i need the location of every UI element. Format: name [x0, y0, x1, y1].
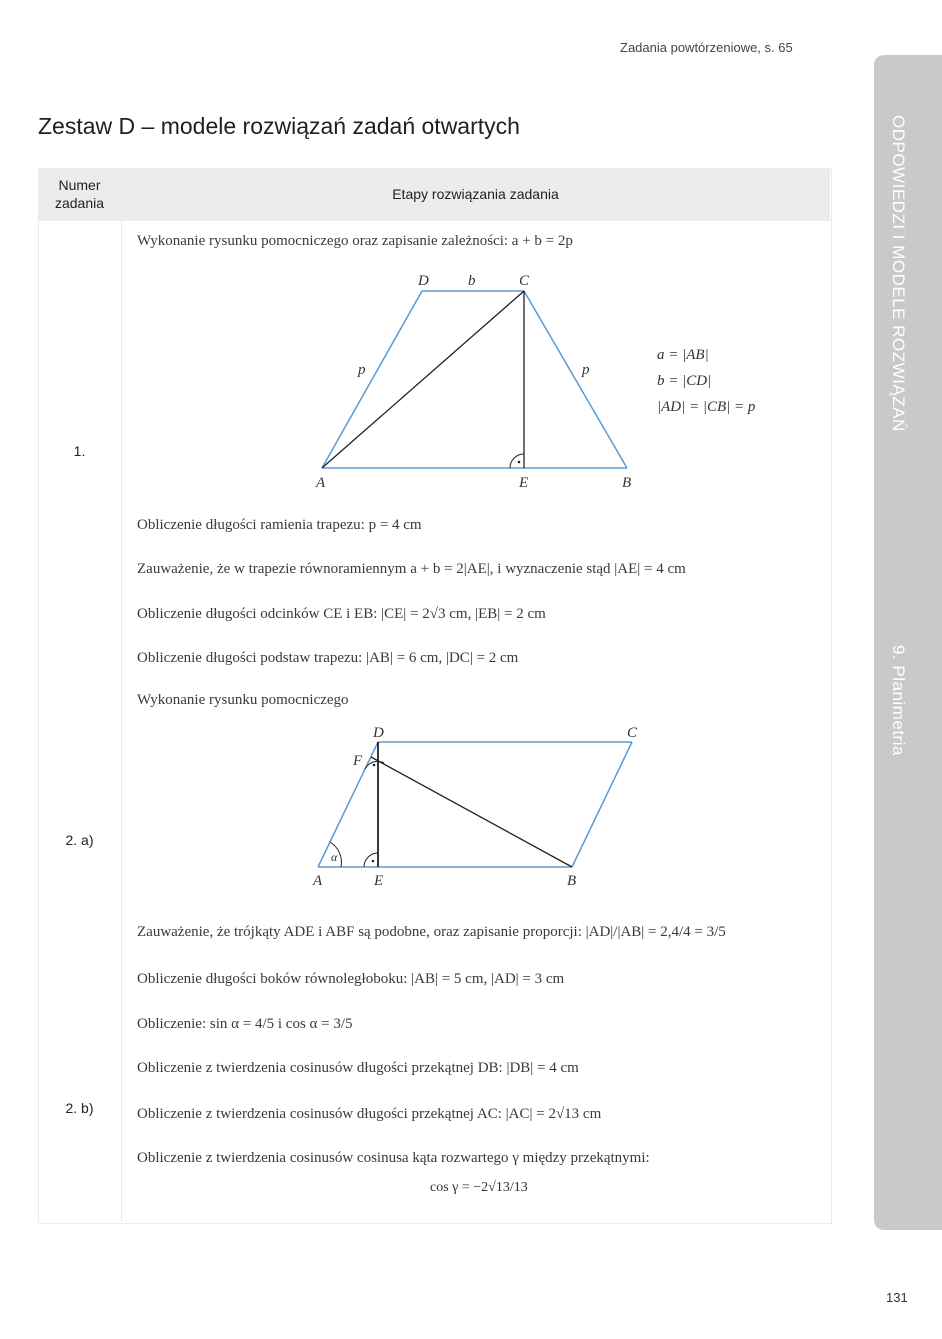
- right-angle-e-dot: [372, 860, 375, 863]
- header-task-number-line1: Numer: [58, 177, 101, 193]
- right-angle-mark: [510, 454, 524, 468]
- task1-step-3: Obliczenie długości odcinków CE i EB: |CE| = 2√3 cm, |EB| = 2 cm: [137, 606, 546, 622]
- task-number-column: [38, 168, 122, 1222]
- label-d: D: [418, 273, 429, 289]
- side-tab-answers-label: ODPOWIEDZI I MODELE ROZWIĄZAŃ: [889, 115, 908, 432]
- relation-a: a = |AB|: [657, 347, 709, 363]
- task2a-step-intro: Wykonanie rysunku pomocniczego: [137, 692, 349, 708]
- task-label-2a: 2. a): [65, 832, 94, 848]
- label-c: C: [627, 725, 638, 741]
- label-e: E: [519, 475, 529, 491]
- side-ad: [318, 742, 378, 867]
- task2b-step-1: Obliczenie z twierdzenia cosinusów długości przekątnej DB: |DB| = 4 cm: [137, 1060, 579, 1076]
- task2b-step-3: Obliczenie z twierdzenia cosinusów cosinusa kąta rozwartego γ między przekątnymi:: [137, 1150, 650, 1166]
- label-c: C: [519, 273, 530, 289]
- section-reference: Zadania powtórzeniowe, s. 65: [620, 40, 793, 55]
- task2a-step-2: Obliczenie długości boków równoległoboku: |AB| = 5 cm, |AD| = 3 cm: [137, 971, 565, 987]
- header-task-number-line2: zadania: [54, 195, 105, 211]
- task1-step-1: Obliczenie długości ramienia trapezu: p = 4 cm: [137, 517, 422, 533]
- label-b: b: [468, 273, 476, 289]
- trapezoid-figure: [300, 268, 660, 498]
- relation-b: b = |CD|: [657, 373, 712, 389]
- relation-p: |AD| = |CB| = p: [657, 399, 756, 415]
- task-label-1: 1.: [73, 443, 86, 459]
- page-title: Zestaw D – modele rozwiązań zadań otwartych: [38, 113, 520, 139]
- task1-step-4: Obliczenie długości podstaw trapezu: |AB| = 6 cm, |DC| = 2 cm: [137, 650, 519, 666]
- label-f: F: [353, 753, 363, 769]
- task2a-step-3: Obliczenie: sin α = 4/5 i cos α = 3/5: [137, 1016, 353, 1032]
- label-a: A: [316, 475, 326, 491]
- parallelogram-figure: [300, 720, 650, 895]
- task2b-step-2: Obliczenie z twierdzenia cosinusów długości przekątnej AC: |AC| = 2√13 cm: [137, 1106, 602, 1122]
- task1-relations: [657, 342, 755, 420]
- label-p-left: p: [358, 362, 366, 378]
- task2a-step-1: Zauważenie, że trójkąty ADE i ABF są podobne, oraz zapisanie proporcji: |AD|/|AB| = 2,4/4 = 3/5: [137, 924, 726, 940]
- label-p-right: p: [582, 362, 590, 378]
- chapter-side-tab: [874, 55, 942, 1230]
- label-b-vertex: B: [622, 475, 632, 491]
- right-angle-dot: [518, 461, 521, 464]
- diagonal-ac: [322, 291, 524, 468]
- side-ad: [322, 291, 422, 468]
- side-tab-chapter-label: 9. Planimetria: [889, 645, 908, 756]
- side-bc: [572, 742, 632, 867]
- segment-fb: [371, 757, 572, 867]
- side-cb: [524, 291, 627, 468]
- task2b-formula: cos γ = −2√13/13: [430, 1180, 528, 1195]
- label-alpha: α: [331, 850, 338, 864]
- page-number: 131: [886, 1290, 908, 1305]
- label-e: E: [374, 873, 384, 889]
- header-solution-stages: Etapy rozwiązania zadania: [392, 186, 559, 202]
- label-a: A: [313, 873, 323, 889]
- header-task-number: [38, 176, 121, 212]
- right-angle-f-dot: [373, 764, 376, 767]
- label-b-vertex: B: [567, 873, 577, 889]
- right-angle-e: [364, 853, 378, 867]
- task-label-2b: 2. b): [65, 1100, 94, 1116]
- task1-step-intro: Wykonanie rysunku pomocniczego oraz zapisanie zależności: a + b = 2p: [137, 233, 573, 249]
- task1-step-2: Zauważenie, że w trapezie równoramiennym a + b = 2|AE|, i wyznaczenie stąd |AE| = 4 cm: [137, 561, 686, 577]
- label-d: D: [373, 725, 384, 741]
